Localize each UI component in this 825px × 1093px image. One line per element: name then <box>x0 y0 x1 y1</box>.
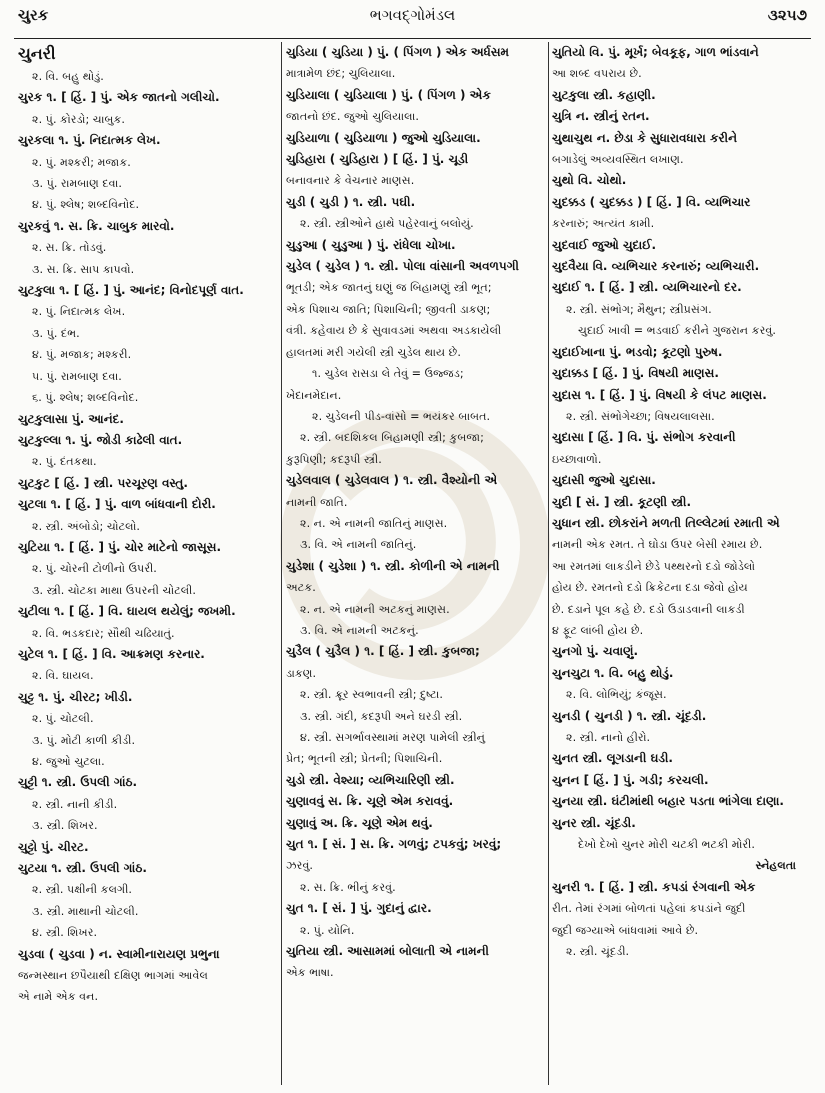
entry-line: ૩. વિ. એ નામની જાતિનું. <box>300 538 417 552</box>
entry-line: હોય છે. રમતનો દડો ક્રિકેટના દડા જેવો હોય <box>552 581 748 595</box>
entry-line: ૨. પું. દંતકથા. <box>32 455 97 469</box>
entry-line: એક ભાષા. <box>286 966 334 980</box>
dictionary-entry: ચુદાઈખાના પું. ભડવો; કૂટણો પુરુષ. <box>552 344 723 359</box>
entry-line: ૨. પું. યોનિ. <box>300 923 355 937</box>
dictionary-entry: ચુનચુટા ૧. વિ. બહુ થોડું. <box>552 665 674 680</box>
entry-line: નામની જાતિ. <box>286 495 348 509</box>
header-title: ભગવદ્ગોમંડલ <box>369 6 456 24</box>
entry-line: ડાકણ. <box>286 666 317 680</box>
entry-line: બનાવનાર કે વેચનાર માણસ. <box>286 174 415 188</box>
entry-line: ૨. સ્ત્રી. ચૂંદડી. <box>566 945 630 959</box>
dictionary-entry: ચુટકુલા સ્ત્રી. કહાણી. <box>552 87 656 102</box>
entry-line: ૪. પું. શ્લેષ; શબ્દવિનોદ. <box>32 198 139 212</box>
entry-line: છે. દડાને પૂલ કહે છે. દડો ઉડાડવાની લાકડી <box>552 602 745 616</box>
entry-line: વંત્રી. કહેવાય છે કે સુવાવડમાં અથવા અડકાયેલી <box>286 324 502 338</box>
entry-line: જુદી જગ્યાએ બાંધવામાં આવે છે. <box>552 923 699 937</box>
dictionary-entry: ચુટકુલાસા પું. આનંદ. <box>18 411 124 426</box>
dictionary-entry: ચુનન [ હિં. ] પું. ગડી; કરચલી. <box>552 772 709 787</box>
entry-line: ૨. વિ. ઘાયલ. <box>32 669 94 683</box>
entry-line: સ્નેહલતા <box>755 859 796 873</box>
entry-line: ૨. ન. એ નામની અટકનું માણસ. <box>300 602 450 616</box>
entry-line: હાલતમાં મરી ગયેલી સ્ત્રી ચુડેલ થાય છે. <box>286 345 461 359</box>
dictionary-entry: ચુટલા ૧. [ હિં. ] પું. વાળ બાંધવાની દોરી. <box>18 497 216 512</box>
entry-line: ૬. પું. શ્લેષ; શબ્દવિનોદ. <box>32 391 139 405</box>
entry-line: ૨. પું. ચોરની ટોળીનો ઉપરી. <box>32 562 157 576</box>
dictionary-entry: ચુટેલ ૧. [ હિં. ] વિ. આક્રમણ કરનાર. <box>18 646 205 661</box>
dictionary-entry: ચુડવા ( ચુડવા ) ન. સ્વામીનારાયણ પ્રભુના <box>18 946 220 961</box>
entry-line: ૨. સ્ત્રી. સંભોગ; મૈથુન; સ્ત્રીપ્રસંગ. <box>566 302 712 316</box>
dictionary-entry: ચુડી ( ચુડી ) ૧. સ્ત્રી. પઘી. <box>286 194 416 209</box>
entry-line: ૨. પું. નિદાત્મક લેખ. <box>32 305 126 319</box>
entry-line: ૨. સ્ત્રી. સંભોગેચ્છા; વિષયલાલસા. <box>566 409 715 423</box>
dictionary-entry: ચુનત સ્ત્રી. લૂગડાની ઘડી. <box>552 751 673 766</box>
dictionary-entry: ચુટ્ટ ૧. પું. ચીરટ; ખીડી. <box>18 689 133 704</box>
entry-line: ચુદાઈ ખાવી = ભડવાઈ કરીને ગુજરાન કરવું. <box>578 324 776 338</box>
entry-line: દેખો દેખો ચુનર મોરી ચટકી ભટકી મોરી. <box>578 838 755 852</box>
entry-line: ૨. ન. એ નામની જાતિનું માણસ. <box>300 516 448 530</box>
dictionary-entry: ચુટકુલા ૧. [ હિં. ] પું. આનંદ; વિનોદપૂર્ણ વાત. <box>18 283 244 298</box>
entry-line: ૩. સ. ક્રિ. સાપ કાપવો. <box>32 262 135 276</box>
dictionary-entry: ચુટયા ૧. સ્ત્રી. ઉપલી ગાંઠ. <box>18 861 147 876</box>
column-divider-1 <box>281 42 282 1085</box>
dictionary-entry: ચુધાન સ્ત્રી. છોકરાંને મળતી તિલ્લેટમાં રમાતી એ <box>552 515 780 530</box>
dictionary-entry: ચુદક્કડ ( ચુદક્કડ ) [ હિં. ] વિ. વ્યભિચાર <box>552 194 751 209</box>
dictionary-entry: ચુતિયા સ્ત્રી. આસામમાં બોલાતી એ નામની <box>286 944 489 959</box>
dictionary-entry: ચુદાસી જુઓ ચુદાસા. <box>552 473 656 488</box>
entry-line: રીત. તેમાં રંગમાં બોળતાં પહેલાં કપડાંને જુદી <box>552 902 746 916</box>
entry-line: જાતનો છંદ. જુઓ ચુલિયાલા. <box>286 110 419 124</box>
entry-line: ૫. પું. રામબાણ દવા. <box>32 369 122 383</box>
dictionary-entry: ચુટકુલ્લા ૧. પું. જોડી કાઢેલી વાત. <box>18 432 183 447</box>
entry-line: ૪. સ્ત્રી. શિખર. <box>32 926 98 940</box>
column-3 <box>552 42 812 1085</box>
dictionary-entry: ચુનર સ્ત્રી. ચૂંદડી. <box>552 815 636 830</box>
entry-line: ૨. સ્ત્રી. ક્રૂર સ્વભાવની સ્ત્રી; દુષ્ટા. <box>300 688 443 702</box>
dictionary-entry: ચુદવૈયા વિ. વ્યભિચાર કરનારું; વ્યભિચારી. <box>552 259 760 274</box>
entry-line: ઝરવું. <box>286 859 313 873</box>
dictionary-entry: ચુત્રિ ન. સ્ત્રીનું રતન. <box>552 109 650 124</box>
entry-line: બગાડેલું અવ્યવસ્થિત લખાણ. <box>552 153 684 167</box>
dictionary-entry: ચુટ્ટી ૧. સ્ત્રી. ઉપલી ગાંઠ. <box>18 775 138 790</box>
dictionary-entry: ચુનયા સ્ત્રી. ઘંટીમાંથી બહાર પડતા ભાંગેલા દાણા. <box>552 794 784 809</box>
entry-line: અટક. <box>286 581 316 595</box>
entry-line: ૩. પું. મોટી કાળી કીડી. <box>32 733 136 747</box>
entry-line: એક પિશાચ જાતિ; પિશાચિની; જીવતી ડાકણ; <box>286 302 491 316</box>
entry-line: ૩. સ્ત્રી. ચોટકા માથા ઉપરની ચોટલી. <box>32 583 196 597</box>
entry-line: ૩. પું. રામબાણ દવા. <box>32 177 122 191</box>
dictionary-entry: ચુટ્ટો પું. ચીરટ. <box>18 839 89 854</box>
entry-line: ૩. સ્ત્રી. શિખર. <box>32 819 98 833</box>
entry-line: ઇચ્છાવાળો. <box>552 452 602 466</box>
dictionary-entry: ચુટિયા ૧. [ હિં. ] પું. ચોર માટેનો જાસૂસ. <box>18 539 222 554</box>
dictionary-entry: ચુડો સ્ત્રી. વેશ્યા; વ્યભિચારિણી સ્ત્રી. <box>286 772 455 787</box>
dictionary-entry: ચુરકલા ૧. પું. નિદાત્મક લેખ. <box>18 133 161 148</box>
page-number: ૩૨૫૭ <box>767 6 807 24</box>
entry-line: ૨. સ્ત્રી. અંબોડો; ચોટલો. <box>32 519 140 533</box>
dictionary-entry: ચુડેલવાલ ( ચુડેલવાલ ) ૧. સ્ત્રી. વૈશ્યોની એ <box>286 473 498 488</box>
column-divider-2 <box>548 42 549 1085</box>
dictionary-entry: ચુદી [ સં. ] સ્ત્રી. કૂટણી સ્ત્રી. <box>552 494 692 509</box>
entry-line: જન્મસ્થાન છપૈયાથી દક્ષિણ ભાગમાં આવેલ <box>18 969 208 983</box>
dictionary-entry: ચુનડી ( ચુનડી ) ૧. સ્ત્રી. ચૂંદડી. <box>552 708 707 723</box>
dictionary-entry: ચુડૈલ ( ચુડૈલ ) ૧. [ હિં. ] સ્ત્રી. કુબજા; <box>286 644 480 659</box>
dictionary-entry: ચુત ૧. [ સં. ] સ. ક્રિ. ગળવું; ટપકવું; ખરવું; <box>286 837 502 852</box>
dictionary-entry: ચુરક ૧. [ હિં. ] પું. એક જાતનો ગલીચો. <box>18 90 220 105</box>
page-header <box>18 6 807 32</box>
dictionary-entry: ચુનગો પું. ચવાણું. <box>552 644 639 659</box>
entry-line: ૩. સ્ત્રી. માથાની ચોટલી. <box>32 904 139 918</box>
entry-line: ૨. સ. ક્રિ. ભીનું કરવું. <box>300 880 396 894</box>
dictionary-entry: ચુડિયાલા ( ચુડિયાલા ) પું. ( પિંગળ ) એક <box>286 87 491 102</box>
dictionary-entry: ચુણાવવું સ. ક્રિ. ચૂણે એમ કરાવવું. <box>286 794 454 809</box>
dictionary-entry: ચુડિયા ( ચુડિયા ) પું. ( પિંગળ ) એક અર્ધસમ <box>286 45 510 59</box>
entry-line: કુરૂપિણી; કદરૂપી સ્ત્રી. <box>286 452 382 466</box>
dictionary-entry: ચુડેશા ( ચુડેશા ) ૧. સ્ત્રી. કોળીની એ નામની <box>286 558 500 573</box>
entry-line: પ્રેત; ભૂતની સ્ત્રી; પ્રેતની; પિશાચિની. <box>286 752 443 766</box>
entry-line: ૨. સ્ત્રી. સ્ત્રીઓને હાથે પહેરવાનું બલોયું. <box>300 217 474 231</box>
dictionary-entry: ચુદાસ ૧. [ હિં. ] પું. વિષયી કે લંપટ માણસ. <box>552 387 767 402</box>
dictionary-entry: ચુદાક્કડ [ હિં. ] પું. વિષયી માણસ. <box>552 366 719 381</box>
dictionary-entry: ચુથો વિ. ચોથો. <box>552 173 627 188</box>
entry-line: ૨. સ્ત્રી. પક્ષીની કલગી. <box>32 883 132 897</box>
dictionary-entry: ચુદાઈ ૧. [ હિં. ] સ્ત્રી. વ્યભિચારનો દર. <box>552 280 742 295</box>
dictionary-entry: ચુટીલા ૧. [ હિં. ] વિ. ઘાયલ થયેલું; જખમી. <box>18 604 236 619</box>
dictionary-entry: ચુથાચુથ ન. છેડા કે સુધારાવધારા કરીને <box>552 130 738 145</box>
entry-line: ખેદાનમેદાન. <box>286 388 342 402</box>
entry-line: ૨. વિ. બહુ થોડું. <box>32 70 104 83</box>
entry-line: ૨. ચુડેલની પીડ-વાંસો = ભયંકર બાબત. <box>312 409 491 423</box>
dictionary-entry: ચુતિયો વિ. પું. મૂર્ખ; બેવકૂફ, ગાળ ભાંડવાને <box>552 45 759 59</box>
entry-line: ૨. પું. કોરડો; ચાબુક. <box>32 112 125 126</box>
entry-line: ૨. સ. ક્રિ. તોડવું. <box>32 241 107 255</box>
entry-line: નામની એક રમત. તે ઘોડા ઉપર બેસી રમાય છે. <box>552 538 763 552</box>
dictionary-entry: ચુનરી <box>18 44 56 63</box>
entry-line: ૨. સ્ત્રી. નાની કીડી. <box>32 797 118 811</box>
entry-line: ૧. ચુડેલ રાસડા લે તેવું = ઉજ્જડ; <box>312 367 464 381</box>
entry-line: ૨. વિ. લોભિયું; કંજૂસ. <box>566 688 667 702</box>
entry-line: ૪. સ્ત્રી. સગર્ભાવસ્થામાં મરણ પામેલી સ્ત્રીનું <box>300 731 485 744</box>
column-1 <box>18 42 276 1085</box>
entry-line: ૪. પું. મજાક; મશ્કરી. <box>32 348 132 362</box>
dictionary-entry: ચુટકુટ [ હિં. ] સ્ત્રી. પરચૂરણ વસ્તુ. <box>18 475 188 490</box>
entry-line: ૨. પું. ચોટલી. <box>32 712 94 726</box>
entry-line: ૪. જુઓ ચુટલા. <box>32 755 105 768</box>
dictionary-entry: ચુડુઆ ( ચુડુઆ ) પું. રાંધેલા ચોખા. <box>286 237 456 252</box>
column-2 <box>286 42 544 1085</box>
dictionary-entry: ચુનરી ૧. [ હિં. ] સ્ત્રી. કપડાં રંગવાની એક <box>552 879 756 894</box>
dictionary-entry: ચુદાસા [ હિં. ] વિ. પું. સંભોગ કરવાની <box>552 430 736 445</box>
entry-line: એ નામે એક વન. <box>18 990 99 1004</box>
header-guide-word: ચુરક <box>18 6 49 24</box>
entry-line: આ શબ્દ વપરાય છે. <box>552 67 642 81</box>
entry-line: ભૂતડી; એક જાતનું ઘણું જ બિહામણું સ્ત્રી ભૂત; <box>286 281 492 295</box>
dictionary-entry: ચુડેલ ( ચુડેલ ) ૧. સ્ત્રી. પોલા વાંસાની અવળપગી <box>286 259 519 274</box>
entry-line: ૪ ફૂટ લાંબી હોય છે. <box>552 623 644 637</box>
dictionary-entry: ચુદવાઈ જુઓ ચુદાઈ. <box>552 237 657 252</box>
entry-line: ૨. પું. મશ્કરી; મજાક. <box>32 155 131 169</box>
entry-line: ૨. વિ. ભડકદાર; સૌથી ચઢિયાતું. <box>32 626 175 640</box>
entry-line: માત્રામેળ છંદ; ચુલિયાલા. <box>286 67 396 81</box>
dictionary-entry: ચુડિહારા ( ચુડિહારા ) [ હિં. ] પું. ચૂડી <box>286 152 469 167</box>
entry-line: ૨. સ્ત્રી. નાનો હીરો. <box>566 731 651 744</box>
entry-line: ૨. સ્ત્રી. બદશિકલ બિહામણી સ્ત્રી; કુબજા; <box>300 431 484 445</box>
entry-line: ૩. વિ. એ નામની અટકનું. <box>300 623 419 637</box>
entry-line: ૩. સ્ત્રી. ગંદી, કદરૂપી અને ઘરડી સ્ત્રી. <box>300 709 463 723</box>
dictionary-entry: ચુરકવું ૧. સ. ક્રિ. ચાબુક મારવો. <box>18 218 175 233</box>
header-rule <box>14 38 811 39</box>
dictionary-entry: ચુણાવું અ. ક્રિ. ચૂણે એમ થવું. <box>286 815 433 830</box>
dictionary-entry: ચુત ૧. [ સં. ] પું. ગુદાનું દ્વાર. <box>286 901 432 916</box>
entry-line: કરનારું; અત્યંત કામી. <box>552 217 655 231</box>
entry-line: આ રમતમાં લાકડીને છેડે પથ્થરનો દડો જોડેલો <box>552 559 756 573</box>
dictionary-entry: ચુડિયાળા ( ચુડિયાળા ) જુઓ ચુડિયાલા. <box>286 130 481 145</box>
entry-line: ૩. પું. દંભ. <box>32 326 80 340</box>
